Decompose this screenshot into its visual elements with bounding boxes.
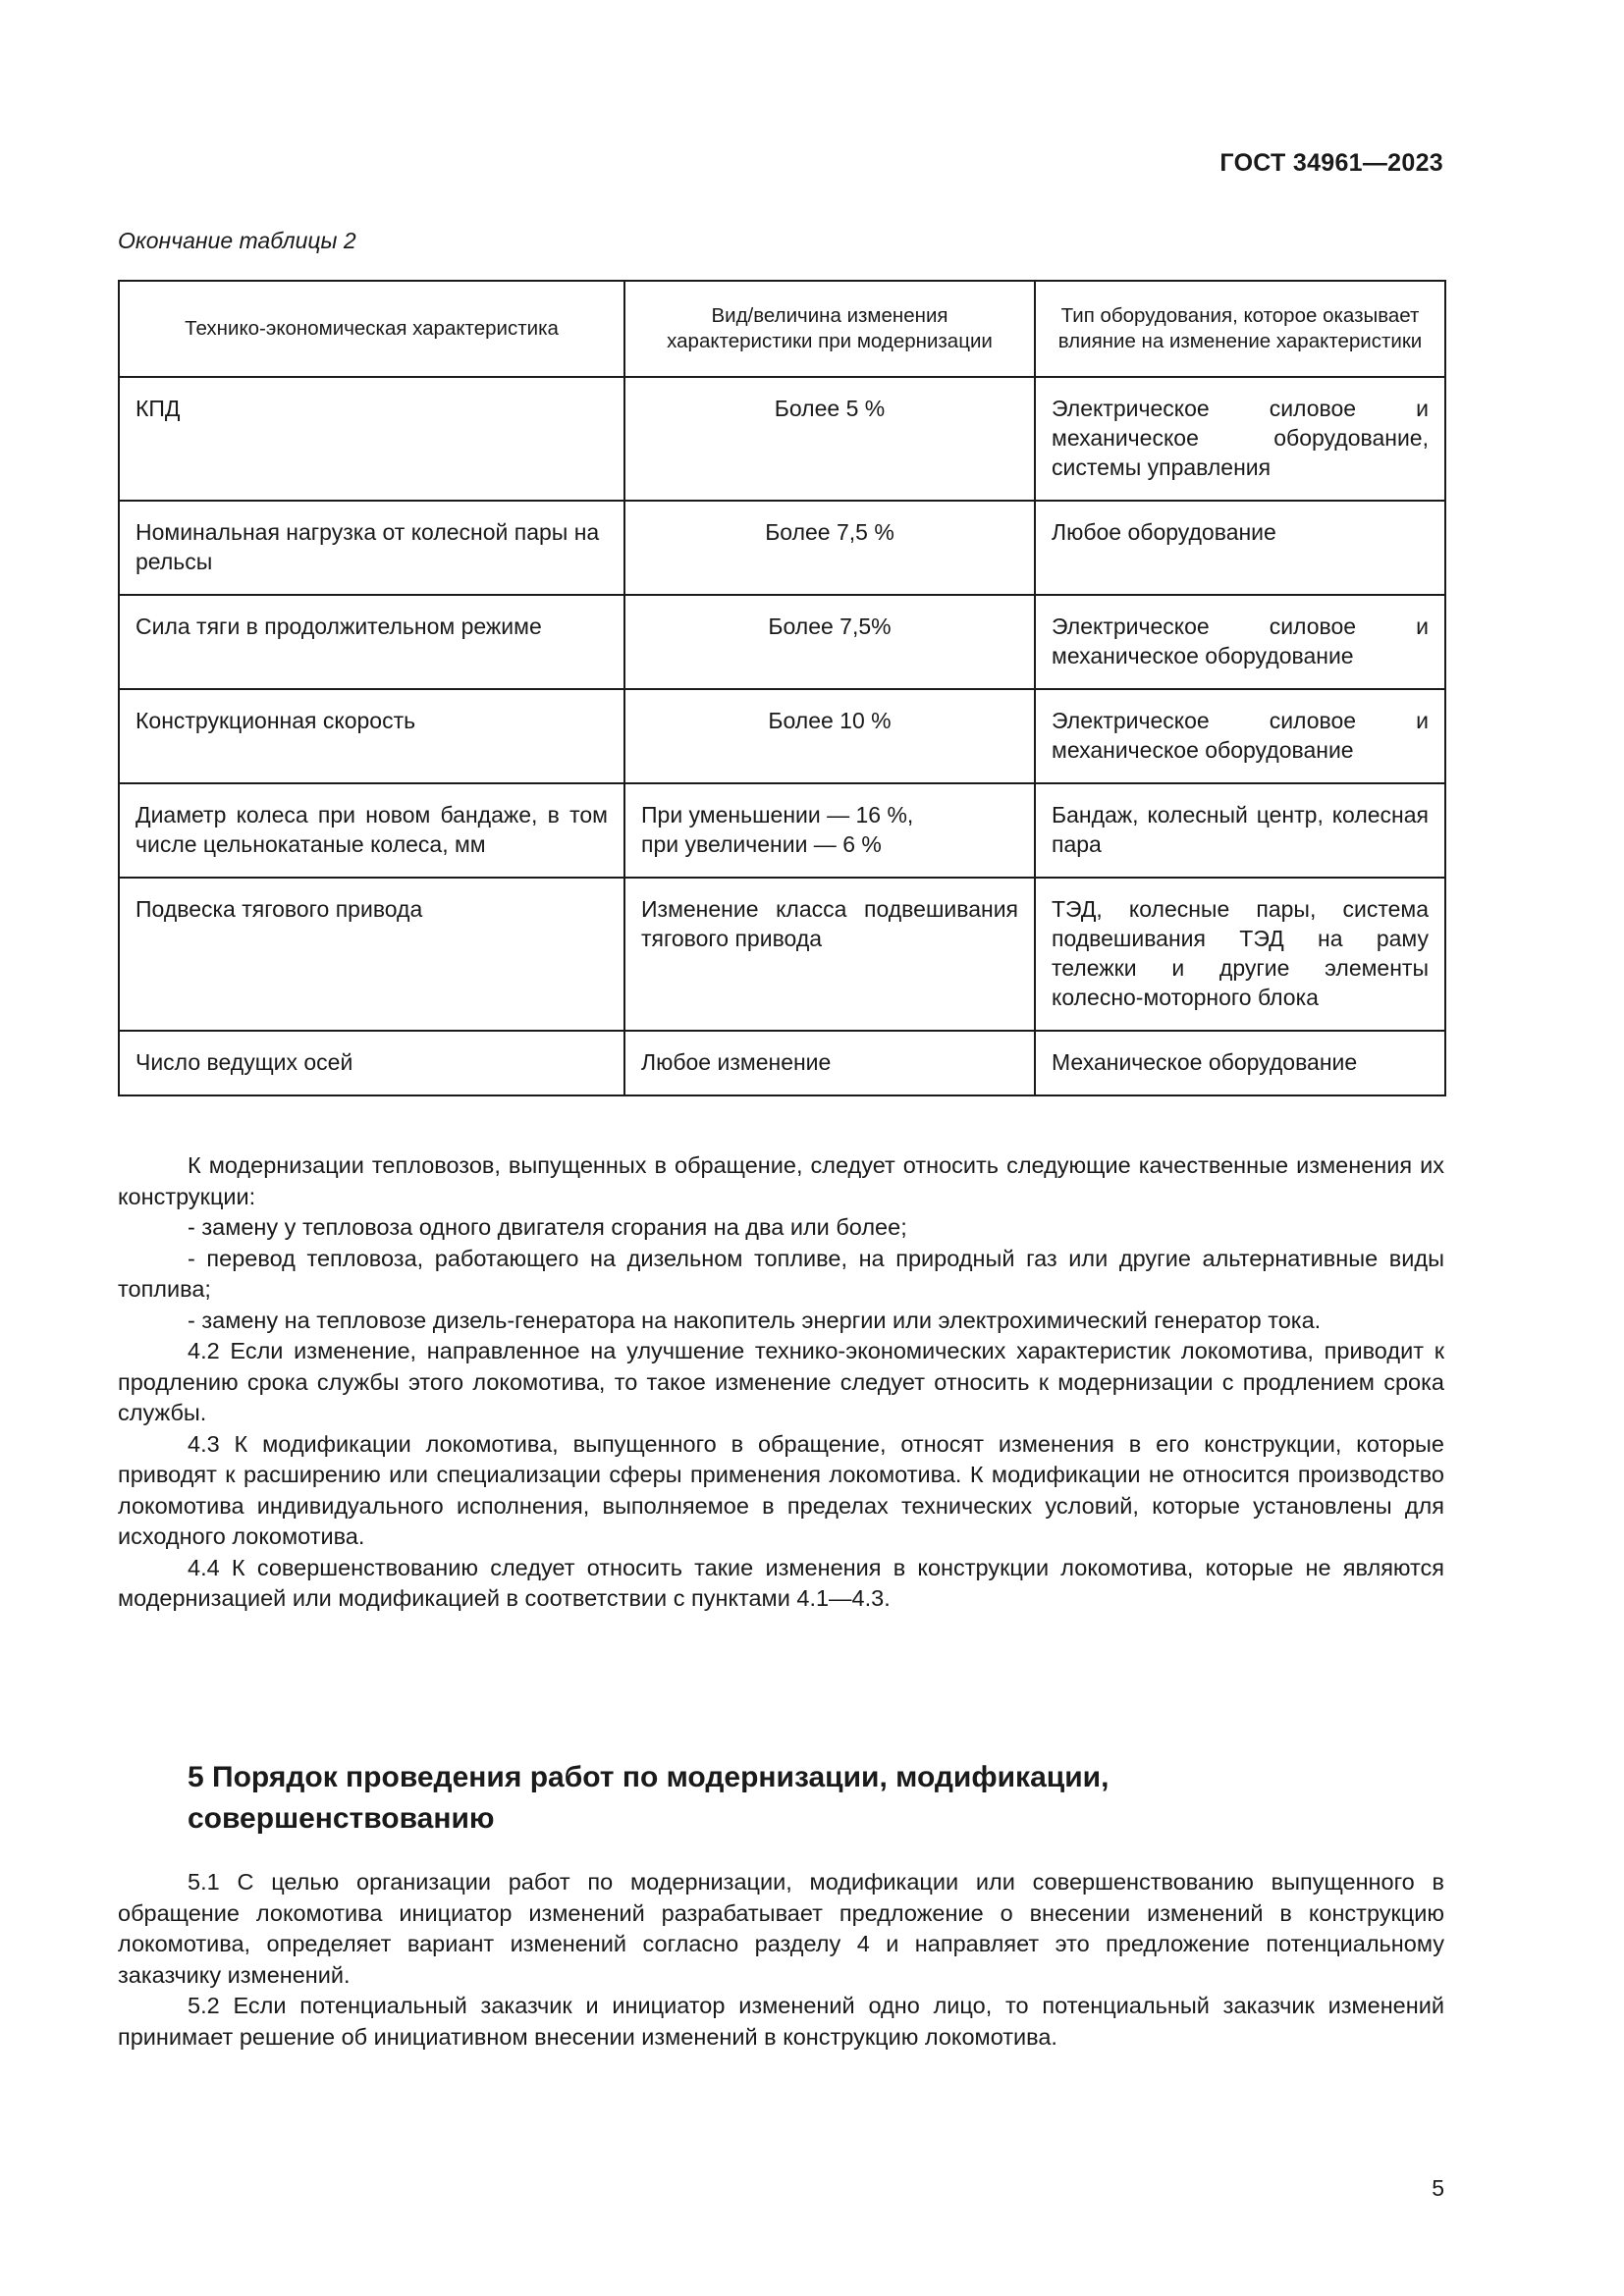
table-cell: Любое оборудование xyxy=(1035,501,1445,595)
table-cell: Подвеска тягового привода xyxy=(119,878,624,1031)
list-item: - замену на тепловозе дизель-генератора на накопитель энергии или электрохимический генератор тока. xyxy=(188,1307,1322,1333)
column-header: Вид/величина изменения характеристики при модернизации xyxy=(624,281,1035,377)
column-header: Технико-экономическая характеристика xyxy=(119,281,624,377)
paragraph: 5.1 С целью организации работ по модернизации, модификации или совершенствованию выпущенного в обращение локомотива инициатор изменений разрабатывает предложение о внесении изменений в конструкцию локомотива, определяет вариант изменений согласно разделу 4 и направляет это предложение потенциальному заказчику изменений. xyxy=(118,1869,1444,1988)
table-cell: Диаметр колеса при новом бандаже, в том числе цельнокатаные колеса, мм xyxy=(119,783,624,878)
table-row xyxy=(119,595,1445,689)
table-cell: Номинальная нагрузка от колесной пары на рельсы xyxy=(119,501,624,595)
paragraph: 5.2 Если потенциальный заказчик и инициатор изменений одно лицо, то потенциальный заказчик изменений принимает решение об инициативном внесении изменений в конструкцию локомотива. xyxy=(118,1993,1444,2050)
table-cell: КПД xyxy=(119,377,624,501)
page-number: 5 xyxy=(1432,2175,1444,2201)
section-5-text xyxy=(118,1867,1444,2053)
list-item: - замену у тепловоза одного двигателя сгорания на два или более; xyxy=(188,1214,907,1240)
table-row xyxy=(119,1031,1445,1095)
list-item: - перевод тепловоза, работающего на дизельном топливе, на природный газ или другие альтернативные виды топлива; xyxy=(118,1245,1444,1302)
table-cell: Электрическое силовое и механическое оборудование xyxy=(1035,595,1445,689)
table-cell: Более 10 % xyxy=(624,689,1035,783)
table-cell: Бандаж, колесный центр, колесная пара xyxy=(1035,783,1445,878)
table-row xyxy=(119,377,1445,501)
paragraph: 4.2 Если изменение, направленное на улучшение технико-экономических характеристик локомотива, приводит к продлению срока службы этого локомотива, то такое изменение следует относить к модернизации с продлением срока службы. xyxy=(118,1338,1444,1425)
table-cell: ТЭД, колесные пары, система подвешивания ТЭД на раму тележки и другие элементы колесно-моторного блока xyxy=(1035,878,1445,1031)
table-row xyxy=(119,501,1445,595)
section-4-text xyxy=(118,1150,1444,1615)
table-header-row xyxy=(119,281,1445,377)
table-cell: Сила тяги в продолжительном режиме xyxy=(119,595,624,689)
paragraph: 4.4 К совершенствованию следует относить такие изменения в конструкции локомотива, которые не являются модернизацией или модификацией в соответствии с пунктами 4.1—4.3. xyxy=(118,1554,1444,1611)
table-cell: Электрическое силовое и механическое оборудование, системы управления xyxy=(1035,377,1445,501)
table-cell: Электрическое силовое и механическое оборудование xyxy=(1035,689,1445,783)
table-cell: Изменение класса подвешивания тягового привода xyxy=(624,878,1035,1031)
table-cell: Конструкционная скорость xyxy=(119,689,624,783)
table-row xyxy=(119,783,1445,878)
table-cell: Более 7,5% xyxy=(624,595,1035,689)
paragraph: 4.3 К модификации локомотива, выпущенного в обращение, относят изменения в его конструкции, которые приводят к расширению или специализации сферы применения локомотива. К модификации не относится производство локомотива индивидуального исполнения, выполняемое в пределах технических условий, которые установлены для исходного локомотива. xyxy=(118,1430,1444,1549)
table-cell: Число ведущих осей xyxy=(119,1031,624,1095)
column-header: Тип оборудования, которое оказывает влияние на изменение характеристики xyxy=(1035,281,1445,377)
section-heading: 5 Порядок проведения работ по модернизации, модификации, совершенствованию xyxy=(188,1761,1110,1835)
characteristics-table xyxy=(118,280,1446,1096)
table-cell: Любое изменение xyxy=(624,1031,1035,1095)
paragraph: К модернизации тепловозов, выпущенных в обращение, следует относить следующие качественные изменения их конструкции: xyxy=(118,1152,1444,1209)
table-row xyxy=(119,689,1445,783)
table-row xyxy=(119,878,1445,1031)
table-cell: Более 5 % xyxy=(624,377,1035,501)
table-cell: Более 7,5 % xyxy=(624,501,1035,595)
document-code: ГОСТ 34961—2023 xyxy=(1219,149,1443,177)
table-cell: Механическое оборудование xyxy=(1035,1031,1445,1095)
table-cell: При уменьшении — 16 %, при увеличении — 6 % xyxy=(624,783,1035,878)
table-caption: Окончание таблицы 2 xyxy=(118,228,356,253)
